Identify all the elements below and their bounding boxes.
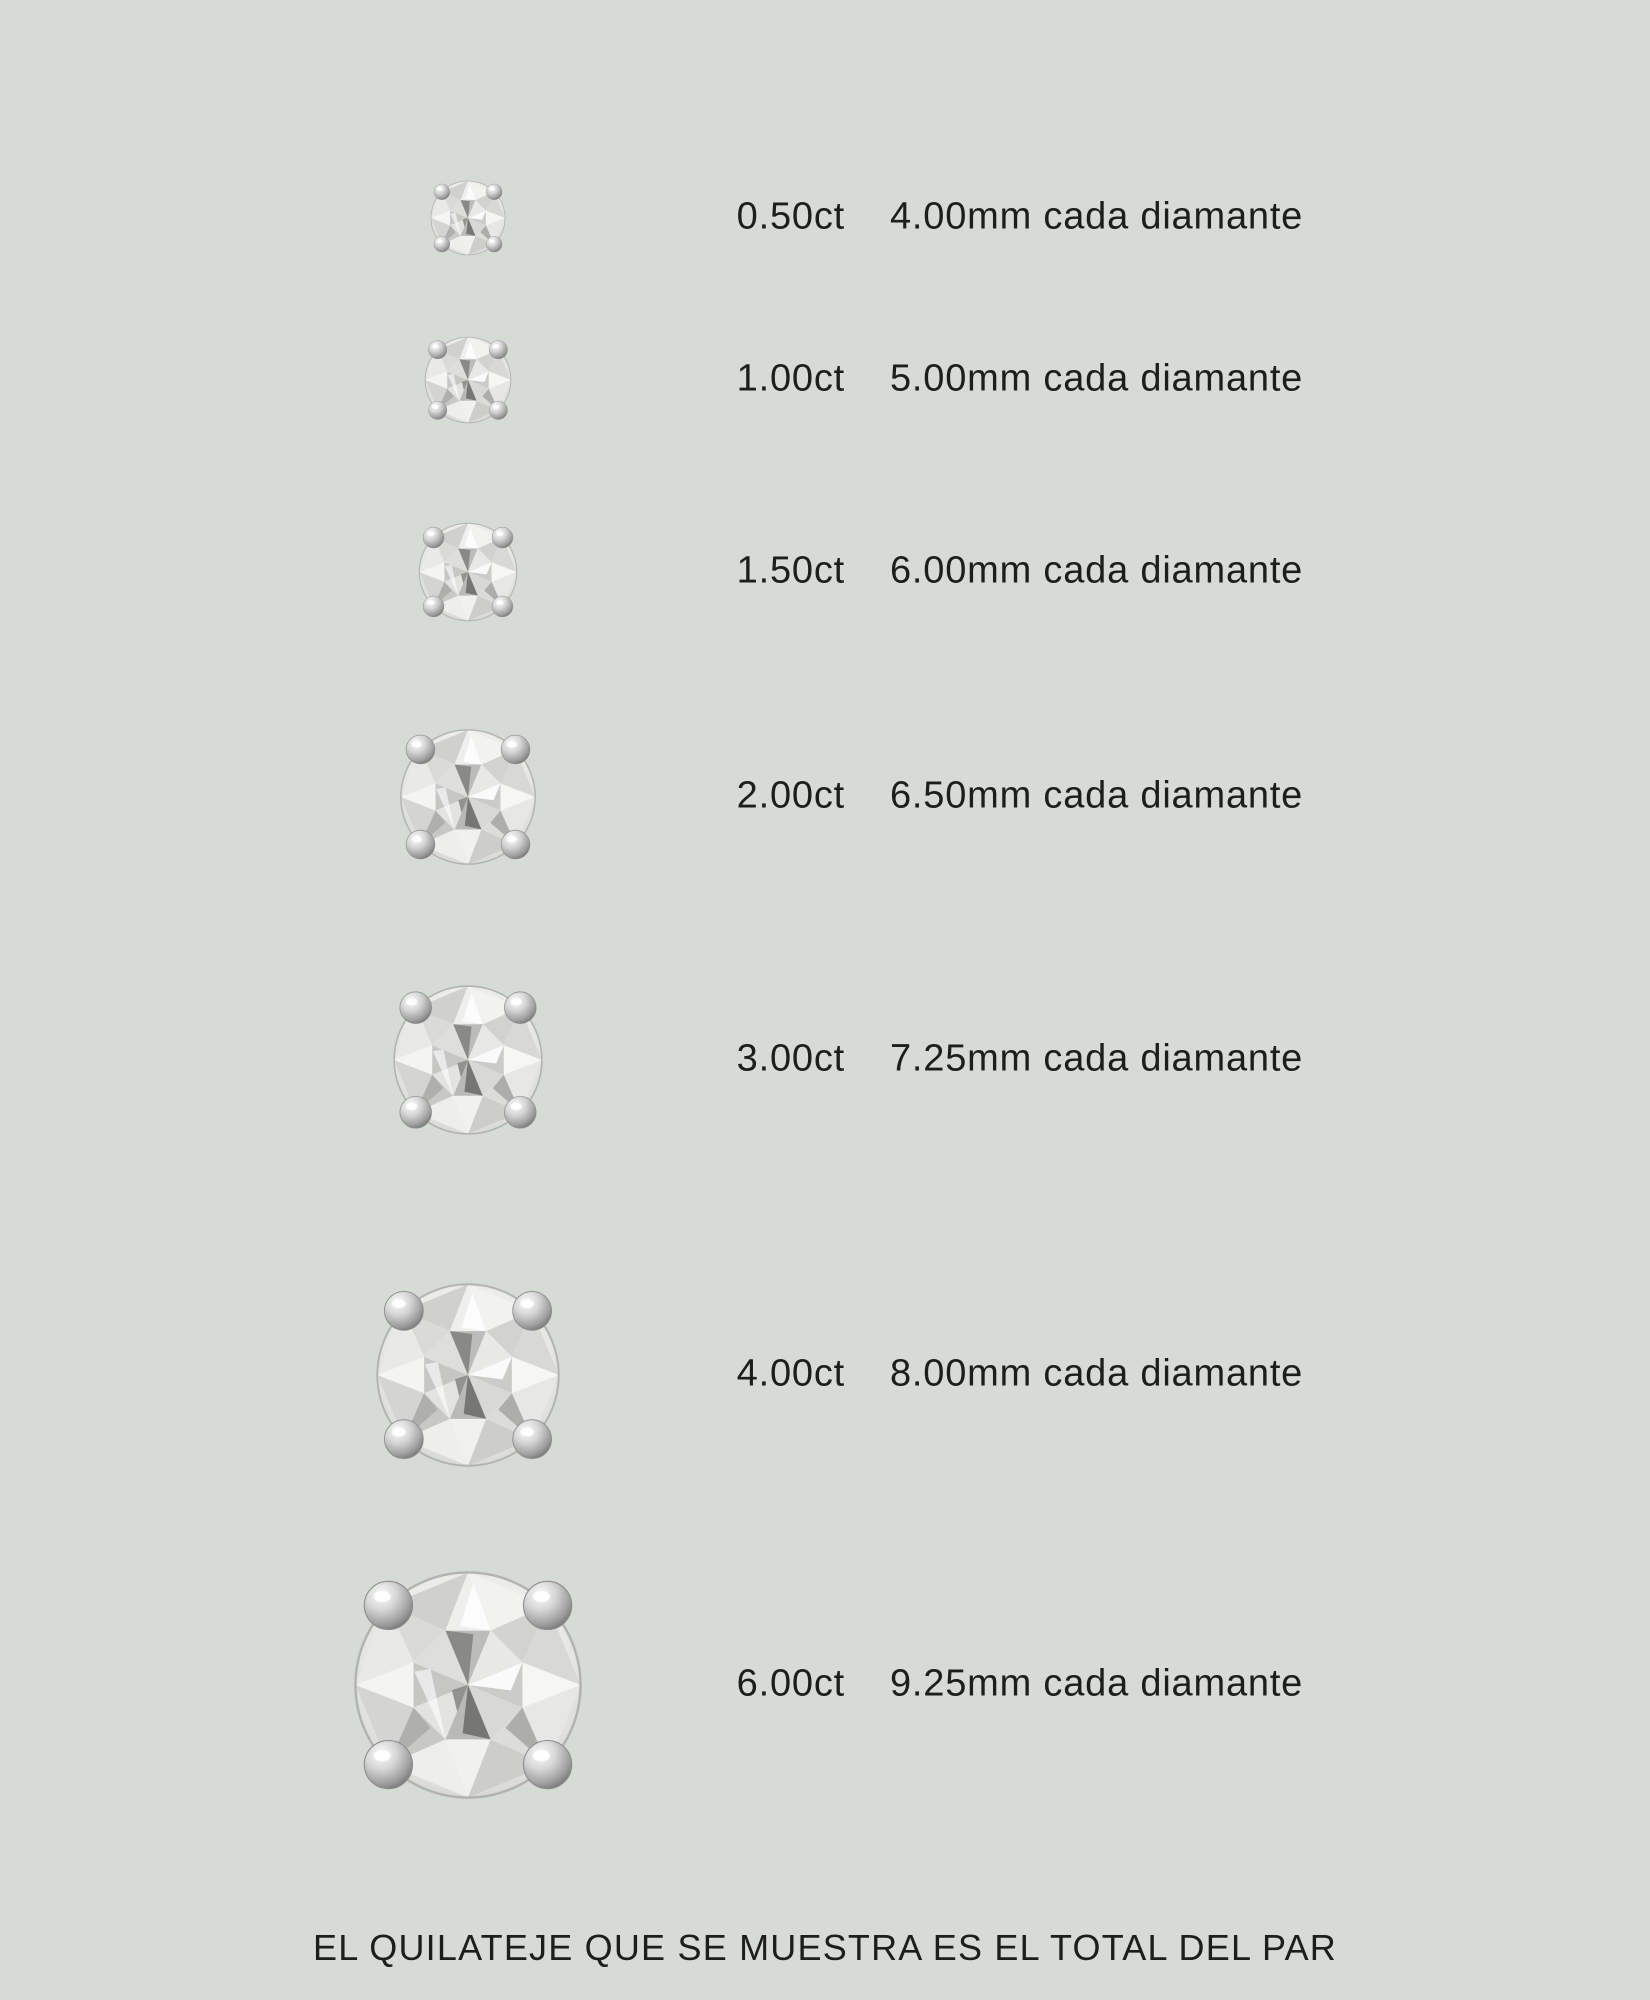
diamond-stud-icon — [417, 329, 519, 431]
carat-label: 3.00ct — [736, 1037, 845, 1080]
carat-label: 1.50ct — [736, 549, 845, 592]
carat-label: 2.00ct — [736, 774, 845, 817]
diamond-stud-icon — [380, 972, 556, 1148]
carat-label: 0.50ct — [736, 195, 845, 238]
carat-label: 1.00ct — [736, 357, 845, 400]
carat-label: 4.00ct — [736, 1352, 845, 1395]
diamond-stud-icon — [410, 514, 526, 630]
diameter-label: 6.00mm cada diamante — [890, 549, 1304, 592]
diamond-stud-icon — [388, 717, 548, 877]
diamond-stud-icon — [424, 174, 512, 262]
total-carat-disclaimer: EL QUILATEJE QUE SE MUESTRA ES EL TOTAL DEL PAR — [312, 1927, 1338, 1968]
diameter-label: 6.50mm cada diamante — [890, 774, 1304, 817]
diameter-label: 5.00mm cada diamante — [890, 357, 1304, 400]
diameter-label: 4.00mm cada diamante — [890, 195, 1304, 238]
carat-label: 6.00ct — [736, 1662, 845, 1705]
diameter-label: 8.00mm cada diamante — [890, 1352, 1304, 1395]
diameter-label: 9.25mm cada diamante — [890, 1662, 1304, 1705]
diamond-stud-icon — [334, 1551, 602, 1819]
diameter-label: 7.25mm cada diamante — [890, 1037, 1304, 1080]
diamond-stud-icon — [360, 1267, 576, 1483]
